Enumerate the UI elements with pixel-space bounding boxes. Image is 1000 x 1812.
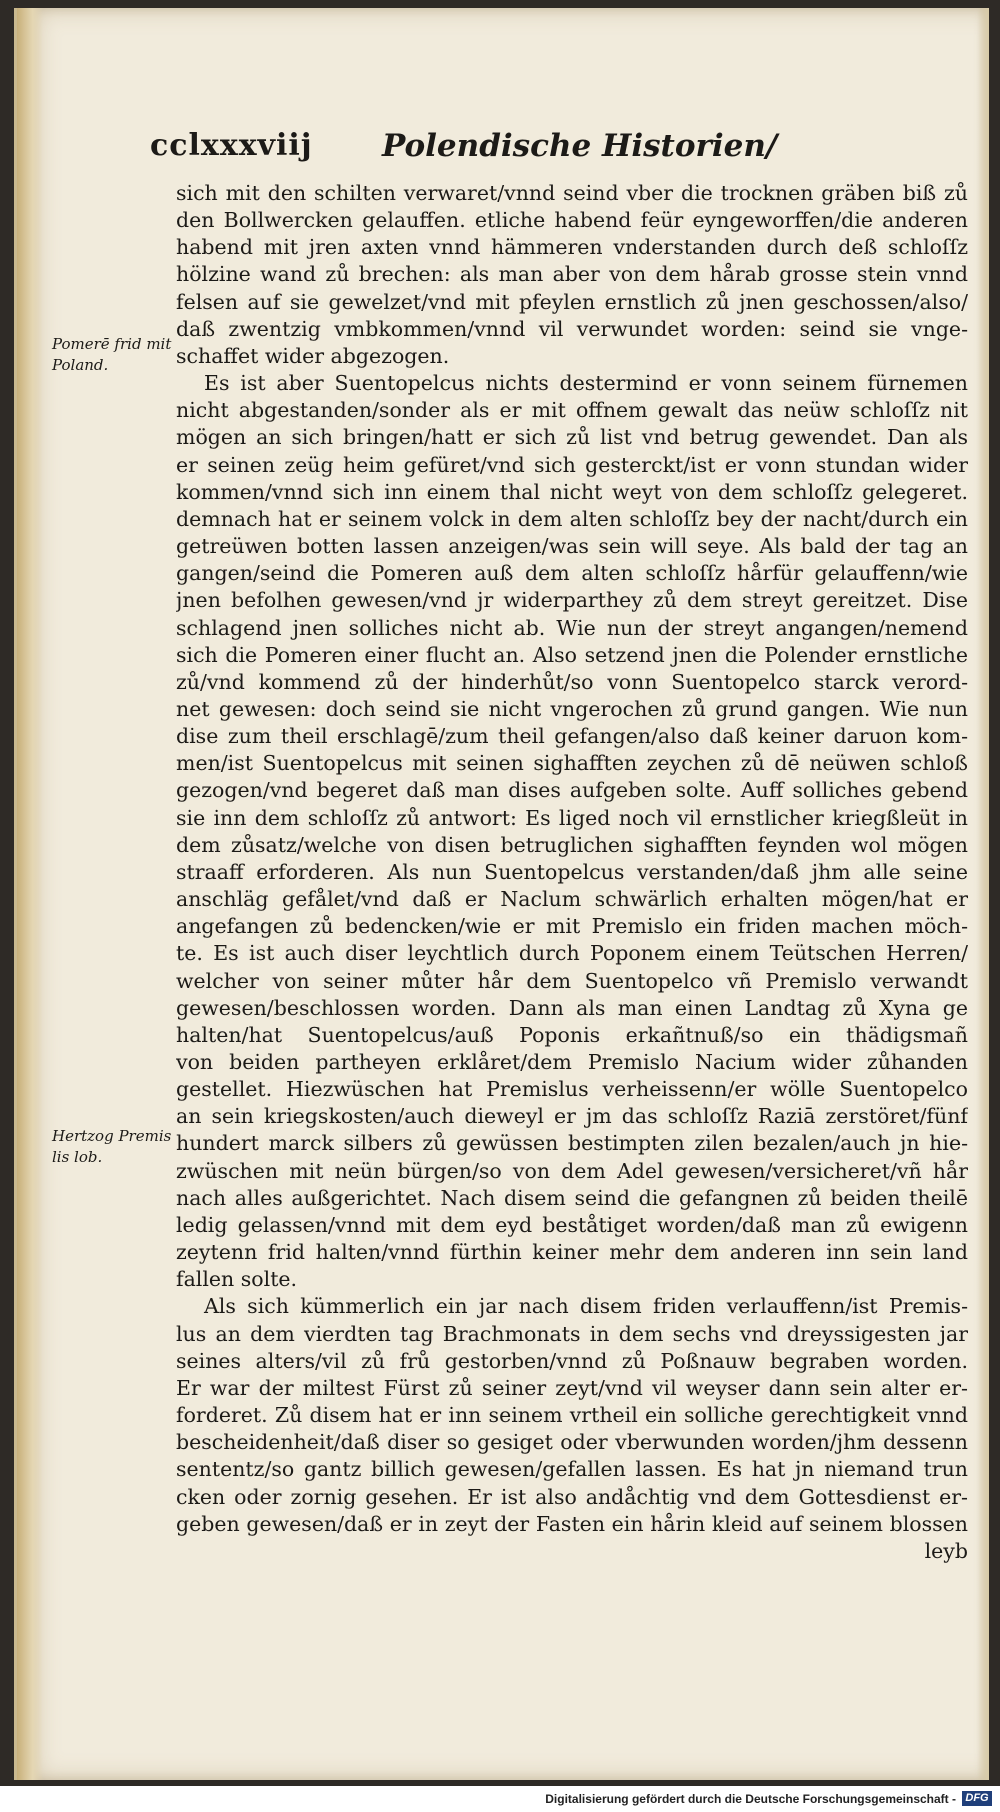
text-line: halten/hat Suentopelcus/auß Poponis erkañtnuß/so ein thädigsmañ <box>176 1022 968 1047</box>
text-line: bescheidenheit/daß diser so gesiget oder vberwunden worden/jhm dessenn <box>176 1430 968 1455</box>
text-line: demnach hat er seinem volck in dem alten schloſſz bey der nacht/durch ein <box>176 506 968 531</box>
dfg-logo-icon: DFG <box>962 1791 992 1806</box>
paragraph-start-line: Es ist aber Suentopelcus nichts destermind er vonn seinem fürnemen <box>204 371 968 396</box>
text-line: anschläg gefålet/vnd daß er Naclum schwärlich erhalten mögen/hat er <box>176 887 968 912</box>
text-line: nicht abgestanden/sonder als er mit offnem gewalt das neüw schloſſz nit <box>176 398 968 423</box>
text-line: gangen/seind die Pomeren auß dem alten schloſſz hårfür gelauffenn/wie <box>176 561 968 586</box>
running-title: Polendische Historien/ <box>382 128 778 164</box>
text-line: forderet. Zů disem hat er inn seinem vrtheil ein solliche gerechtigkeit vnnd <box>176 1403 968 1428</box>
text-line: gewesen/beschlossen worden. Dann als man einen Landtag zů Xyna ge <box>176 995 968 1020</box>
folio-number: cclxxxviij <box>150 128 313 163</box>
text-line: hundert marck silbers zů gewüssen bestimpten zilen bezalen/auch jn hie- <box>176 1131 968 1156</box>
text-line: cken oder zornig gesehen. Er ist also andåchtig vnd dem Gottesdienst er- <box>176 1484 968 1509</box>
page-spine-shadow <box>17 8 43 1780</box>
text-line: ledig gelassen/vnnd mit dem eyd beståtiget worden/daß man zů ewigenn <box>176 1212 968 1237</box>
text-line: lus an dem vierdten tag Brachmonats in dem sechs vnd dreyssigesten jar <box>176 1321 968 1346</box>
text-line: men/ist Suentopelcus mit seinen sighafften zeychen zů dē neüwen schloß <box>176 751 968 776</box>
text-line: gestellet. Hiezwüschen hat Premislus verheissenn/er wölle Suentopelco <box>176 1077 968 1102</box>
digitization-footer <box>0 1786 1000 1812</box>
text-line: habend mit jren axten vnnd hämmeren vnderstanden durch deß schloſſz <box>176 235 968 260</box>
text-line: felsen auf sie gewelzet/vnd mit pfeylen ernstlich zů jnen geschossen/also/ <box>176 289 968 314</box>
text-line: sie inn dem schloſſz zů antwort: Es liged noch vil ernstlicher kriegßleüt in <box>176 805 968 830</box>
text-line: mögen an sich bringen/hatt er sich zů list vnd betrug gewendet. Dan als <box>176 425 968 450</box>
text-line: nach alles außgerichtet. Nach disem seind die gefangnen zů beiden theilē <box>176 1185 968 1210</box>
margin-note-pomeren-frid: Pomerē frid mit Poland. <box>52 335 172 374</box>
text-line: gezogen/vnd begeret daß man dises aufgeben solte. Auff solliches gebend <box>176 778 968 803</box>
text-line: net gewesen: doch seind sie nicht vngerochen zů grund gangen. Wie nun <box>176 696 968 721</box>
text-line: er seinen zeüg heim gefüret/vnd sich gesterckt/ist er vonn stundan wider <box>176 452 968 477</box>
text-line: schaffet wider abgezogen. <box>176 343 450 368</box>
text-line: daß zwentzig vmbkommen/vnnd vil verwundet worden: seind sie vnge- <box>176 316 968 341</box>
text-line: jnen befolhen gewesen/vnd jr widerparthey zů dem streyt gereitzet. Dise <box>176 588 968 613</box>
text-line: hölzine wand zů brechen: als man aber von dem hårab grosse stein vnnd <box>176 262 968 287</box>
body-text <box>176 180 968 1565</box>
catchword: leyb <box>924 1538 968 1563</box>
text-line: Er war der miltest Fürst zů seiner zeyt/vnd vil weyser dann sein alter er- <box>176 1375 968 1400</box>
text-line: getreüwen botten lassen anzeigen/was sein will seye. Als bald der tag an <box>176 534 968 559</box>
text-line: fallen solte. <box>176 1267 298 1292</box>
text-line: sententz/so gantz billich gewesen/gefallen lassen. Es hat jn niemand trun <box>176 1457 968 1482</box>
text-line: dem zůsatz/welche von disen betruglichen sighafften feynden wol mögen <box>176 832 968 857</box>
page-edge <box>977 8 989 1780</box>
text-line: angefangen zů bedencken/wie er mit Premislo ein friden machen möch- <box>176 914 968 939</box>
text-line: seines alters/vil zů frů gestorben/vnnd zů Poßnauw begraben worden. <box>176 1348 968 1373</box>
funding-credit: Digitalisierung gefördert durch die Deutsche Forschungsgemeinschaft - <box>545 1792 956 1806</box>
text-line: sich die Pomeren einer flucht an. Also setzend jnen die Polender ernstliche <box>176 642 968 667</box>
text-line: straaff erforderen. Als nun Suentopelcus verstanden/daß jhm alle seine <box>176 859 968 884</box>
text-line: zeytenn frid halten/vnnd fürthin keiner mehr dem anderen inn sein land <box>176 1240 968 1265</box>
page-header <box>150 128 960 178</box>
text-line: von beiden partheyen erklåret/dem Premislo Nacium wider zůhanden <box>176 1050 968 1074</box>
margin-note-hertzog-premislis: Hertzog Premis lis lob. <box>52 1127 172 1166</box>
text-line: geben gewesen/daß er in zeyt der Fasten ein hårin kleid auf seinem blossen <box>176 1511 968 1536</box>
text-line: den Bollwercken gelauffen. etliche habend feür eyngeworffen/die anderen <box>176 208 968 233</box>
text-line: sich mit den schilten verwaret/vnnd seind vber die trocknen gräben biß zů <box>176 181 968 205</box>
text-line: zů/vnd kommend zů der hinderhůt/so vonn Suentopelco starck verord- <box>176 669 968 694</box>
paragraph-start-line: Als sich kümmerlich ein jar nach disem friden verlauffenn/ist Premis- <box>204 1294 968 1319</box>
text-line: welcher von seiner můter hår dem Suentopelco vñ Premislo verwandt <box>176 968 968 993</box>
text-line: dise zum theil erschlagē/zum theil gefangen/also daß keiner daruon kom- <box>176 724 968 749</box>
text-line: an sein kriegskosten/auch dieweyl er jm das schloſſz Raziā zerstöret/fünf <box>176 1104 968 1129</box>
text-line: te. Es ist auch diser leychtlich durch Poponem einem Teütschen Herren/ <box>176 941 968 966</box>
text-line: zwüschen mit neün bürgen/so von dem Adel gewesen/versicheret/vñ hår <box>176 1158 968 1183</box>
text-line: schlagend jnen solliches nicht ab. Wie nun der streyt angangen/nemend <box>176 615 968 640</box>
text-line: kommen/vnnd sich inn einem thal nicht weyt von dem schloſſz gelegeret. <box>176 479 968 504</box>
